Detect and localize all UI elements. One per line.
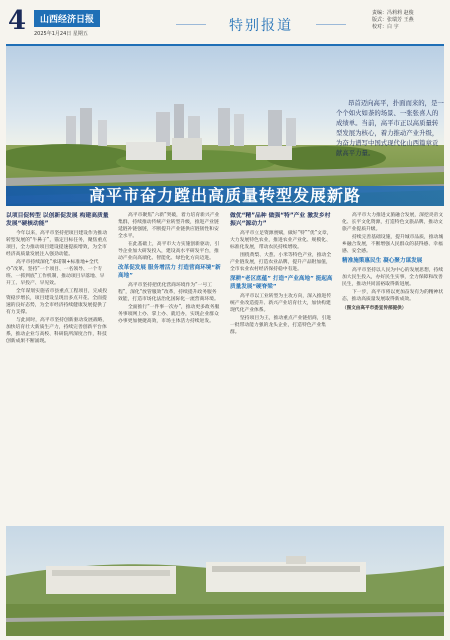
article-column-2 [118,212,221,524]
paragraph: 高平市聚焦“六新”突破，着力培育新兴产业集群，持续推动传统产业转型升级，推进产业链延链补链强链，不断提升产业链供应链韧性和安全水平。 [118,213,220,239]
bottom-photo-strip [6,526,444,636]
paragraph: 高平市持续深化“承诺制+标准地+全代办”改革，坚持“一个项目、一名领导、一个专班、一抓到底”工作机制，推动项目早落地、早开工、早投产、早见效。 [6,260,105,286]
hero-photo [6,46,444,206]
section-rule-left [176,24,206,25]
intro-paragraph: 昂首迈向高平，扑面而来的，是一个个如火如荼的场景、一张张喜人的成绩单。当前，高平市正以高质量转型发展为核心，着力推动产业升级，为奋力谱写中国式现代化山西篇章贡献高平力量。 [336,99,444,157]
section-heading: 深耕“老区底蕴” 打造“产业高地” 挺起高质量发展“硬脊梁” [230,276,333,290]
publication-date: 2025年1月24日 星期五 [34,31,88,37]
editor-info [372,10,442,31]
paragraph: 持续完善基础设施，提升城市品质，推动城乡融合发展，不断增强人民群众的获得感、幸福感、安全感。 [342,235,444,254]
paragraph: 全年谋划实施省市县重点工程项目，完成投资稳步增长，项目建设呈现出多点开花、全面提速的良好态势，为全市经济持续健康发展提供了有力支撑。 [6,289,108,315]
column-subhead: 做优“精”品种 做强“特”产业 激发乡村振兴“源动力” [230,213,331,227]
paragraph: 高平市坚持把优化营商环境作为“一号工程”，深化“放管服效”改革，持续提升政务服务效能，打造市场化法治化国际化一流营商环境。 [118,283,219,302]
section-heading: 精准施策惠民生 凝心聚力谋发展 [342,258,423,264]
article-column-1 [6,212,109,524]
headline-band [6,186,444,206]
paragraph: 高平市坚持以人民为中心的发展思想，持续加大民生投入，办好民生实事，全力保障和改善民生，推动共同富裕取得新进展。 [342,268,444,287]
section-banner [176,12,346,36]
paper-name: 山西经济日报 [34,10,100,27]
paragraph: 在此基础上，高平市大力实施创新驱动，引导企业加大研发投入，建设高水平研发平台，推动产业向高端化、智能化、绿色化方向迈进。 [118,242,220,261]
paragraph: 全面推行“一件事一次办”，推动更多政务服务事项网上办、掌上办、就近办，实现企业群众办事更加便捷高效，市场主体活力持续迸发。 [118,305,220,324]
editor-line: 版式：张瑞芳 王燕 [372,17,414,23]
paragraph: 坚持项目为王，推动重点产业链招商，引进一批带动能力强的龙头企业，打造特色产业集群。 [230,316,332,335]
section-heading: 改革促发展 服务增活力 打造营商环境“新高地” [118,265,221,279]
paragraph: 与此同时，高平市坚持创新驱动发展战略，加快培育壮大新质生产力，持续完善创新平台体系，推动企业与高校、科研院所深度合作，科技创新成果不断涌现。 [6,318,108,344]
article-columns [6,212,444,524]
photo-credit: （图文由高平市委宣传部提供） [342,306,407,311]
paragraph: 下一步，高平市将以更加奋发有为的精神状态，推动高质量发展取得新成效。 [342,290,444,302]
main-headline: 高平市奋力蹚出高质量转型发展新路 [88,186,361,205]
industrial-park-photo [6,526,444,636]
article-column-3 [230,212,333,524]
section-rule-right [316,24,346,25]
paragraph: 高平市立足资源禀赋，做好“特”“优”文章，大力发展特色农业，推进农业产业化、规模化、标准化发展，带动农民持续增收。 [230,231,332,250]
paragraph: 高平市以工业转型为主攻方向，深入推进传统产业改造提升、新兴产业培育壮大，加快构建现代化产业体系。 [230,294,332,313]
editor-line: 校对：白 宇 [372,24,399,30]
paragraph: 高平市大力推进文旅融合发展，深挖炎帝文化、长平文化资源，打造特色文旅品牌，推动文旅产业提质升级。 [342,213,444,232]
column-subhead: 以项目促转型 以创新促发展 构建高质量发展“硬核动能” [6,213,109,227]
paragraph: 今年以来，高平市坚持把项目建设作为推动转型发展的“牛鼻子”，锚定目标任务，聚焦重点项目，全力推动项目建设提速提质增效，为全市经济高质量发展注入强劲动能。 [6,231,108,257]
section-title: 特别报道 [229,18,293,34]
editor-line: 责编：冯莉莉 赵俊 [372,10,414,16]
masthead [6,4,444,46]
page-number: 4 [8,6,27,36]
article-column-4 [342,212,445,524]
paragraph: 围绕黄梨、大葱、小米等特色产业，推动全产业链发展，打造农业品牌，提升产品附加值，全市农业农村经济保持稳中有进。 [230,253,332,272]
